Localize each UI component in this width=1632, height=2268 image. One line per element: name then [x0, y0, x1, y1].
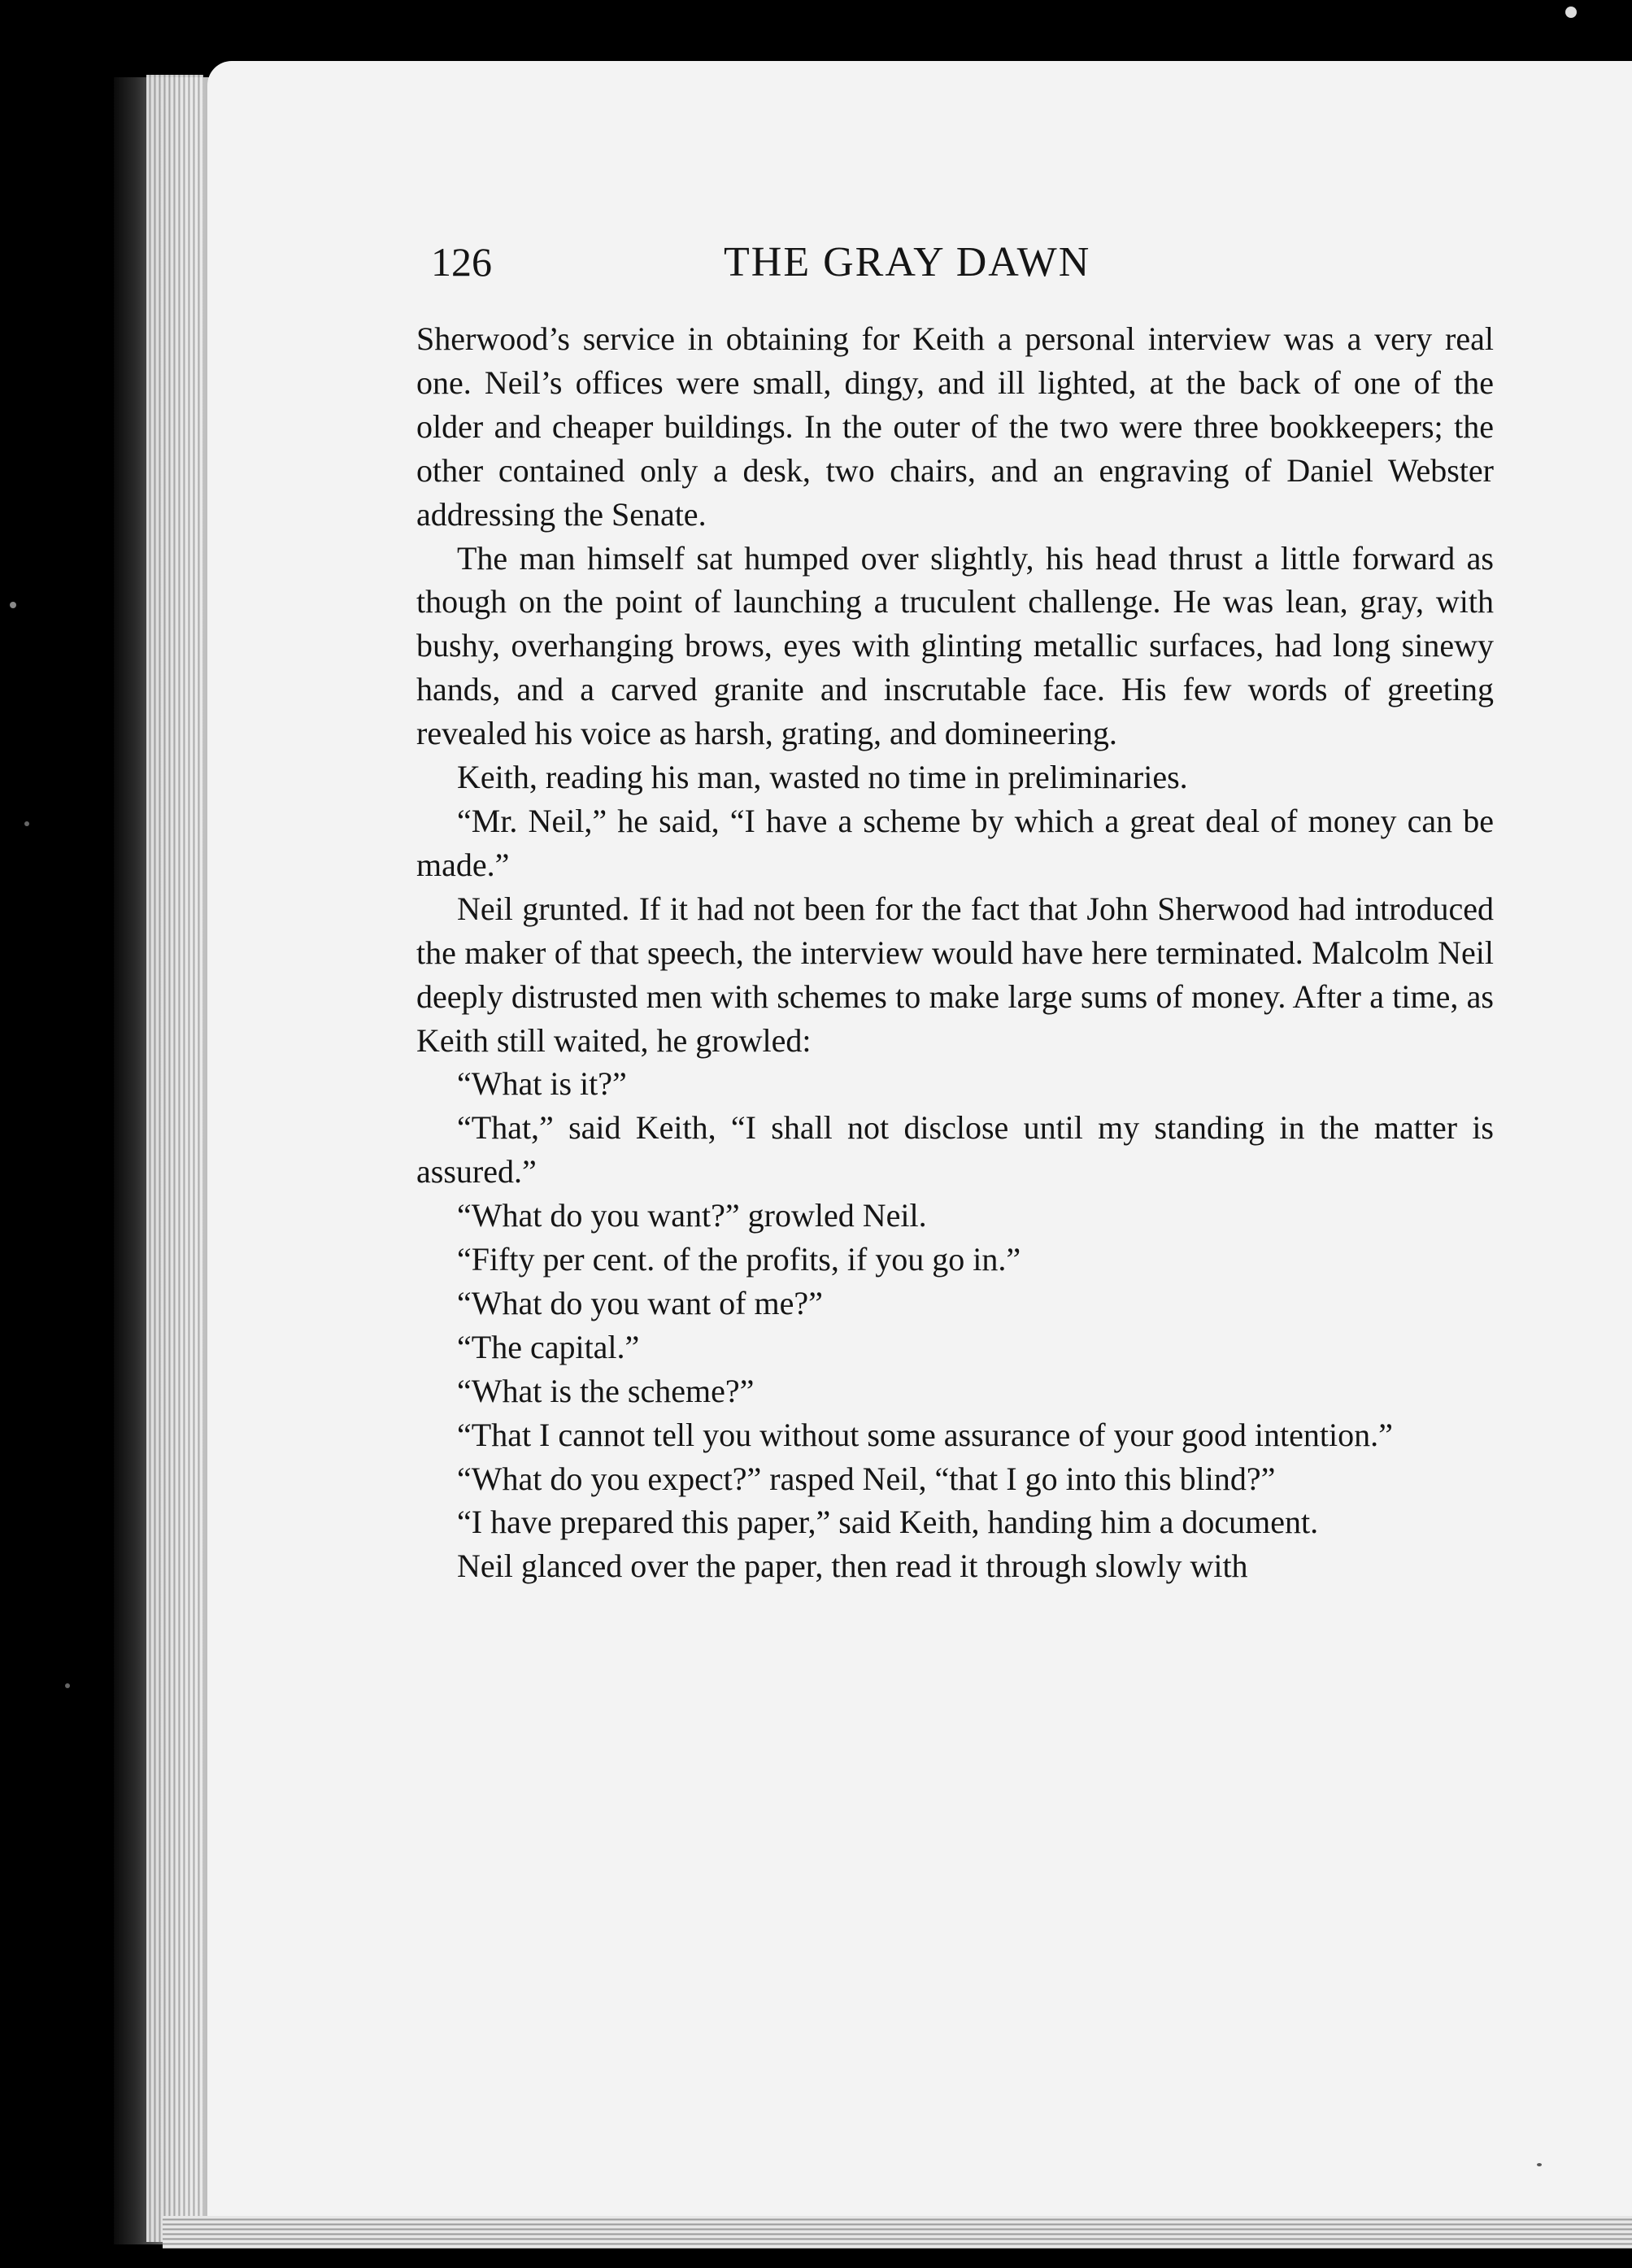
- paragraph: Neil glanced over the paper, then read it through slowly with: [457, 1548, 1248, 1585]
- paragraph: “What is it?”: [457, 1065, 627, 1103]
- paragraph: Keith, reading his man, wasted no time in preliminaries.: [457, 759, 1188, 796]
- scan-speck: [24, 821, 29, 826]
- paragraph: “Mr. Neil,” he said, “I have a scheme by which a great deal of money can be made.”: [416, 802, 1494, 883]
- paragraph: “What is the scheme?”: [457, 1372, 755, 1409]
- paragraph: “I have prepared this paper,” said Keith, handing him a document.: [457, 1504, 1319, 1541]
- scan-speck: [1537, 2163, 1542, 2166]
- paragraph: Sherwood’s service in obtaining for Keith a personal interview was a very real one. Neil’s offices were small, dingy, and ill lighted, at the back of one of the older and cheaper buildings. In the outer of the two were three bookkeepers; the other contained only a desk, two chairs, and an engraving of Daniel Webster addressing the Senate.: [416, 320, 1494, 533]
- paragraph: “Fifty per cent. of the profits, if you go in.”: [457, 1241, 1021, 1278]
- paragraph: “That I cannot tell you without some assurance of your good intention.”: [457, 1416, 1393, 1453]
- paragraph: Neil grunted. If it had not been for the fact that John Sherwood had introduced the maker of that speech, the interview would have here terminated. Malcolm Neil deeply distrusted men with schemes to make large sums of money. After a time, as Keith still waited, he growled:: [416, 890, 1494, 1059]
- page-number: 126: [431, 239, 492, 285]
- paragraph: “That,” said Keith, “I shall not disclose until my standing in the matter is assured.”: [416, 1109, 1494, 1191]
- paragraph: “The capital.”: [457, 1328, 640, 1365]
- body-text: [416, 317, 1494, 1588]
- page-header: [431, 232, 1488, 297]
- page-bottom-edges: [163, 2216, 1632, 2248]
- paragraph: The man himself sat humped over slightly, his head thrust a little forward as though on the point of launching a truculent challenge. He was lean, gray, with bushy, overhanging brows, eyes with glinting metallic surfaces, had long sinewy hands, and a carved granite and inscrutable face. His few words of greeting revealed his voice as harsh, grating, and domineering.: [416, 539, 1494, 752]
- paragraph: “What do you expect?” rasped Neil, “that I go into this blind?”: [457, 1460, 1276, 1497]
- scan-speck: [1565, 7, 1577, 18]
- page-edges: [146, 75, 203, 2242]
- running-title: THE GRAY DAWN: [724, 239, 1091, 285]
- paragraph: “What do you want?” growled Neil.: [457, 1197, 927, 1234]
- scan-speck: [10, 602, 16, 608]
- scan-speck: [65, 1683, 70, 1688]
- paragraph: “What do you want of me?”: [457, 1284, 823, 1321]
